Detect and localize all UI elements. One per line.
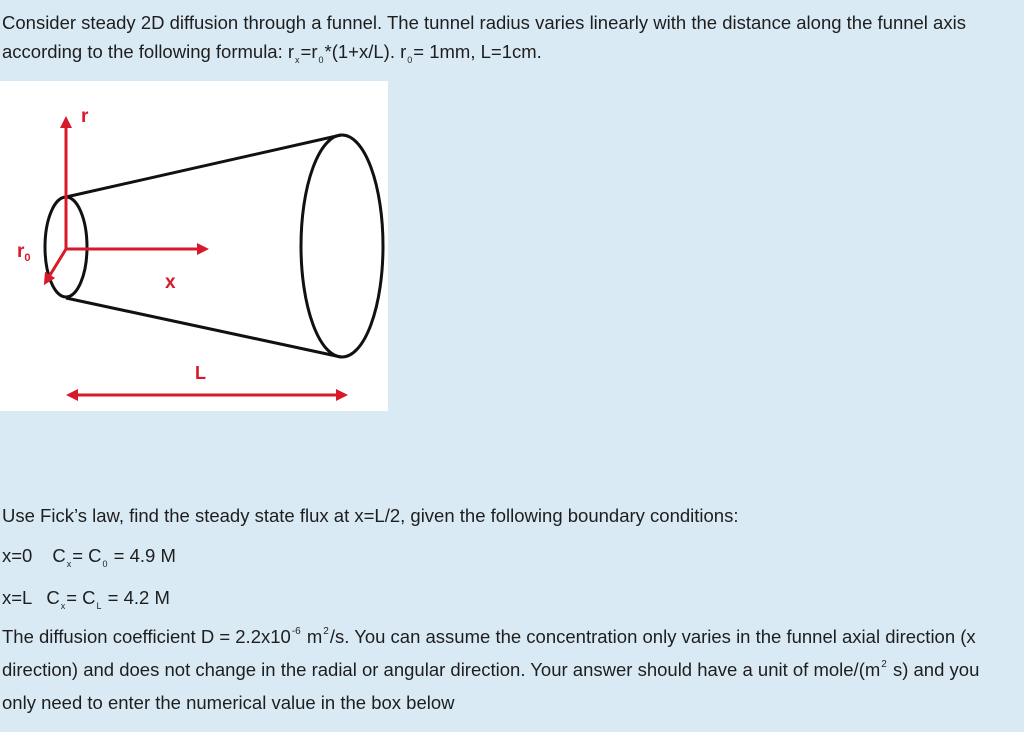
r0-radius-line <box>47 249 66 280</box>
problem-intro: Consider steady 2D diffusion through a funnel. The tunnel radius varies linearly with the distance along the funnel axis according to the following formula: $r_x=r_0*(1+x/L)$. $r_0= 1mm$, L=1cm. <box>2 12 966 65</box>
funnel-diagram-svg <box>0 81 388 411</box>
diffusion-coefficient-text: The diffusion coefficient $D = 2.2x10^{-6}$ $m^2/s$. You can assume the concentration only varies in the funnel axial direction (x direction) and does not change in the radial or angular direction. Your answer should have a unit of mole/($m^2$ s) and you only need to enter the numerical value in the box below <box>2 626 980 713</box>
funnel-diagram <box>0 81 388 411</box>
funnel-bottom-edge <box>66 298 341 357</box>
funnel-large-end <box>301 135 383 357</box>
label-x: x <box>165 272 176 293</box>
funnel-top-edge <box>66 135 341 197</box>
label-r0: $r_0$ <box>17 241 31 264</box>
question-text: Use Fick’s law, find the steady state flux at x=L/2, given the following boundary conditions: <box>2 505 739 526</box>
label-L: L <box>195 363 206 383</box>
boundary-condition-1: x=0 $C_x= C_0 = 4.9$ M <box>2 545 176 569</box>
boundary-condition-2: x=L $C_x= C_L = 4.2$ M <box>2 587 170 611</box>
label-r: r <box>81 106 89 127</box>
